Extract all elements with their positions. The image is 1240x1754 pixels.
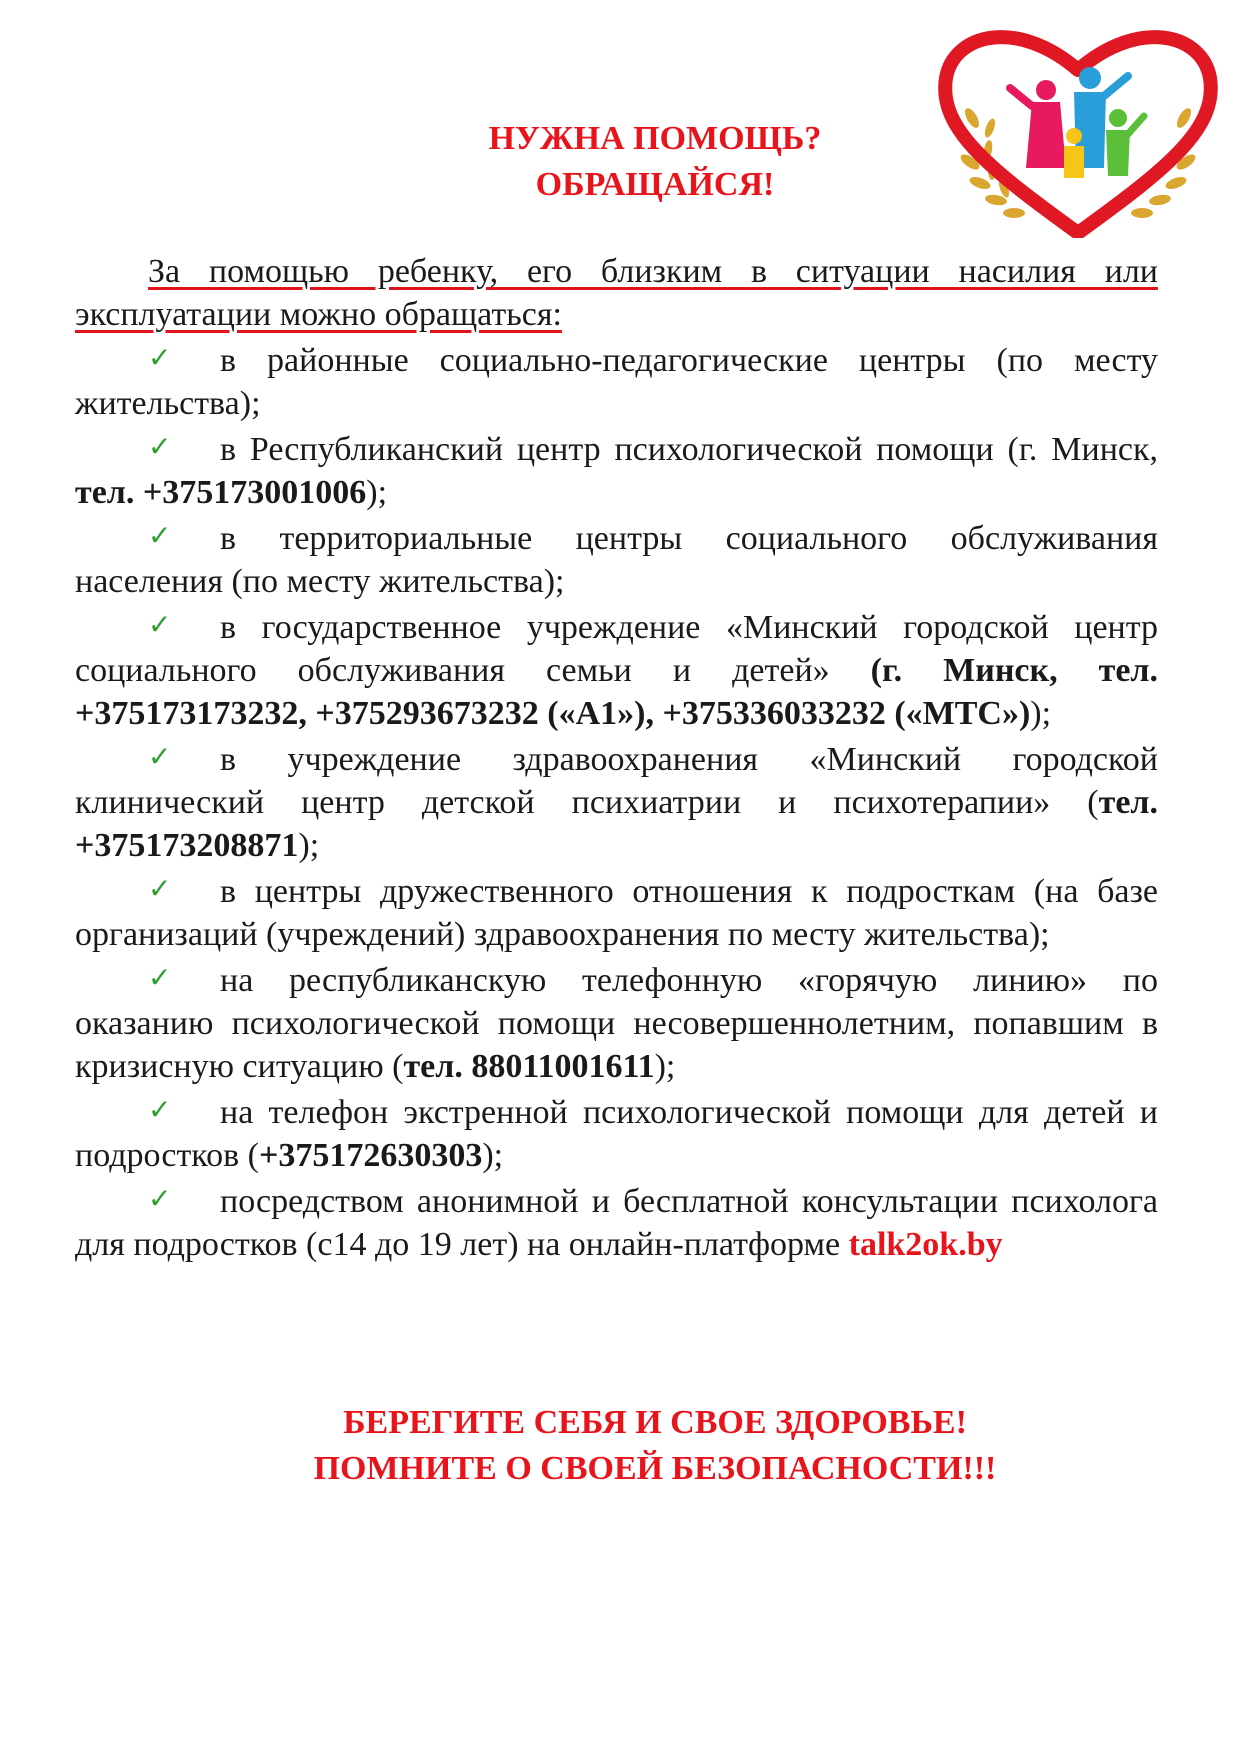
footer-line-1: БЕРЕГИТЕ СЕБЯ И СВОЕ ЗДОРОВЬЕ! <box>343 1404 967 1441</box>
phone-number: +375172630303 <box>258 1137 483 1174</box>
item-text-end: ); <box>298 827 320 864</box>
list-item <box>75 425 1158 514</box>
phone-number: (г. Минск, тел. +375173173232, +375293673232 («А1»), +375336033232 («МТС») <box>75 652 1158 732</box>
page-title <box>300 116 1010 208</box>
phone-number: тел. 88011001611 <box>403 1048 655 1085</box>
phone-number: тел. +375173001006 <box>75 474 367 511</box>
item-text: посредством анонимной и бесплатной консультации психолога для подростков (с14 до 19 лет) на онлайн-платформе <box>75 1183 1158 1263</box>
list-item <box>75 514 1158 603</box>
checkmark-icon: ✓ <box>148 519 172 552</box>
list-item <box>75 1177 1158 1266</box>
checkmark-icon: ✓ <box>148 1182 172 1215</box>
help-contacts-list <box>75 250 1158 1266</box>
item-text: в учреждение здравоохранения «Минский городской клинический центр детской психиатрии и психотерапии» ( <box>75 741 1158 821</box>
list-item <box>75 867 1158 956</box>
item-text-end: ); <box>1030 695 1052 732</box>
item-text: на телефон экстренной психологической помощи для детей и подростков ( <box>75 1094 1158 1174</box>
item-text: в районные социально-педагогические центры (по месту жительства); <box>75 342 1158 422</box>
footer-line-2: ПОМНИТЕ О СВОЕЙ БЕЗОПАСНОСТИ!!! <box>313 1450 997 1487</box>
title-line-2: ОБРАЩАЙСЯ! <box>535 166 775 203</box>
list-item <box>75 603 1158 735</box>
item-text: в Республиканский центр психологической помощи (г. Минск, <box>220 431 1158 468</box>
phone-number: тел. +375173208871 <box>75 784 1158 864</box>
list-item <box>75 956 1158 1088</box>
title-line-1: НУЖНА ПОМОЩЬ? <box>488 120 822 157</box>
intro-text: За помощью ребенку, его близким в ситуации насилия или эксплуатации можно обращаться: <box>75 253 1158 333</box>
checkmark-icon: ✓ <box>148 430 172 463</box>
checkmark-icon: ✓ <box>148 872 172 905</box>
item-text: на республиканскую телефонную «горячую линию» по оказанию психологической помощи несовершеннолетним, попавшим в кризисную ситуацию ( <box>75 962 1158 1085</box>
checkmark-icon: ✓ <box>148 740 172 773</box>
platform-link[interactable]: talk2ok.by <box>848 1226 1003 1263</box>
checkmark-icon: ✓ <box>148 608 172 641</box>
footer-slogan <box>220 1400 1090 1492</box>
list-item <box>75 336 1158 425</box>
intro-paragraph <box>75 250 1158 336</box>
item-text: в государственное учреждение «Минский городской центр социального обслуживания семьи и детей» <box>75 609 1158 689</box>
item-text-end: ); <box>366 474 388 511</box>
item-text: в центры дружественного отношения к подросткам (на базе организаций (учреждений) здравоохранения по месту жительства); <box>75 873 1158 953</box>
item-text-end: ); <box>482 1137 504 1174</box>
checkmark-icon: ✓ <box>148 1093 172 1126</box>
list-item <box>75 735 1158 867</box>
item-text: в территориальные центры социального обслуживания населения (по месту жительства); <box>75 520 1158 600</box>
list-item <box>75 1088 1158 1177</box>
item-text-end: ); <box>654 1048 676 1085</box>
checkmark-icon: ✓ <box>148 961 172 994</box>
checkmark-icon: ✓ <box>148 341 172 374</box>
